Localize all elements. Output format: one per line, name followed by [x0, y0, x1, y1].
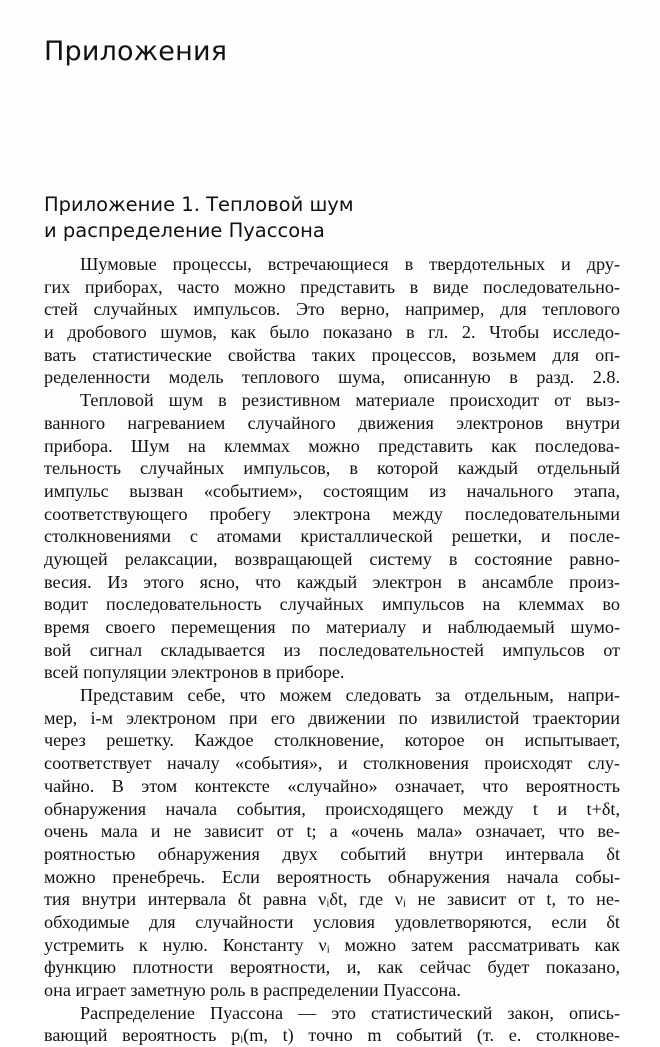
text-line: роятностью обнаружения двух событий внутри интервала δt — [44, 843, 620, 864]
text-line: Распределение Пуассона — это статистический закон, опись- — [80, 1002, 620, 1023]
chapter-title: Приложения — [44, 36, 228, 67]
text-line: через решетку. Каждое столкновение, которое он испытывает, — [44, 730, 620, 751]
text-line: соответствует началу «события», и столкновения происходят слу- — [44, 753, 620, 774]
text-line: стей случайных импульсов. Это верно, например, для теплового — [44, 299, 620, 320]
text-line: водит последовательность случайных импульсов на клеммах во — [44, 594, 620, 615]
text-line: очень мала и не зависит от t; а «очень мала» означает, что ве- — [44, 821, 620, 842]
text-line: вать статистические свойства таких процессов, возьмем для оп- — [44, 344, 620, 365]
text-line: время своего перемещения по материалу и наблюдаемый шумо- — [44, 617, 620, 637]
text-line: ванного нагреванием случайного движения электронов внутри — [44, 412, 620, 433]
text-line: вой сигнал складывается из последовательностей импульсов от — [44, 639, 620, 660]
text-line: всей популяции электронов в приборе. — [44, 662, 345, 683]
text-line: и дробового шумов, как было показано в гл. 2. Чтобы исследо- — [44, 322, 620, 343]
text-line: Шумовые процессы, встречающиеся в твердотельных и дру- — [80, 254, 620, 274]
text-line: устремить к нулю. Константу νᵢ можно затем рассматривать как — [44, 934, 620, 955]
text-line: вающий вероятность pᵢ(m, t) точно m событий (т. е. столкнове- — [44, 1025, 620, 1046]
text-line: Представим себе, что можем следовать за отдельным, напри- — [80, 685, 620, 706]
text-line: она играет заметную роль в распределении Пуассона. — [44, 980, 461, 1000]
text-line: дующей релаксации, возвращающей систему в состояние равно- — [44, 548, 620, 569]
text-line: столкновениями с атомами кристаллической решетки, и после- — [44, 526, 620, 547]
paragraph-1 — [44, 253, 620, 389]
paragraph-4 — [44, 1002, 620, 1047]
text-line: тия внутри интервала δt равна νᵢδt, где νᵢ не зависит от t, то не- — [44, 889, 620, 910]
text-line: обнаружения начала события, происходящего между t и t+δt, — [44, 798, 620, 819]
text-line: соответствующего пробегу электрона между последовательными — [44, 503, 620, 524]
text-line: гих приборах, часто можно представить в виде последовательно- — [44, 276, 620, 297]
text-line: прибора. Шум на клеммах можно представить как последова- — [44, 435, 620, 456]
text-line: функцию плотности вероятности, и, как сейчас будет показано, — [44, 957, 620, 978]
paragraph-3 — [44, 684, 620, 1002]
text-line: мер, i-м электроном при его движении по извилистой траектории — [44, 707, 620, 728]
text-line: чайно. В этом контексте «случайно» означает, что вероятность — [44, 775, 620, 796]
text-line: можно пренебречь. Если вероятность обнаружения начала собы- — [44, 866, 620, 887]
text-line: импульс вызван «событием», состоящим из начального этапа, — [44, 480, 620, 501]
text-line: весия. Из этого ясно, что каждый электрон в ансамбле произ- — [44, 571, 620, 592]
section-heading-line-1: Приложение 1. Тепловой шум — [44, 193, 354, 216]
section-heading-line-2: и распределение Пуассона — [44, 219, 325, 242]
paragraph-2 — [44, 389, 620, 684]
section-heading — [44, 192, 604, 244]
text-line: тельность случайных импульсов, в которой каждый отдельный — [44, 458, 620, 479]
body-text — [44, 253, 620, 1047]
text-line: обходимые для случайности условия удовлетворяются, если δt — [44, 911, 620, 932]
text-line: ределенности модель теплового шума, описанную в разд. 2.8. — [44, 367, 620, 388]
text-line: Тепловой шум в резистивном материале происходит от выз- — [80, 390, 620, 411]
